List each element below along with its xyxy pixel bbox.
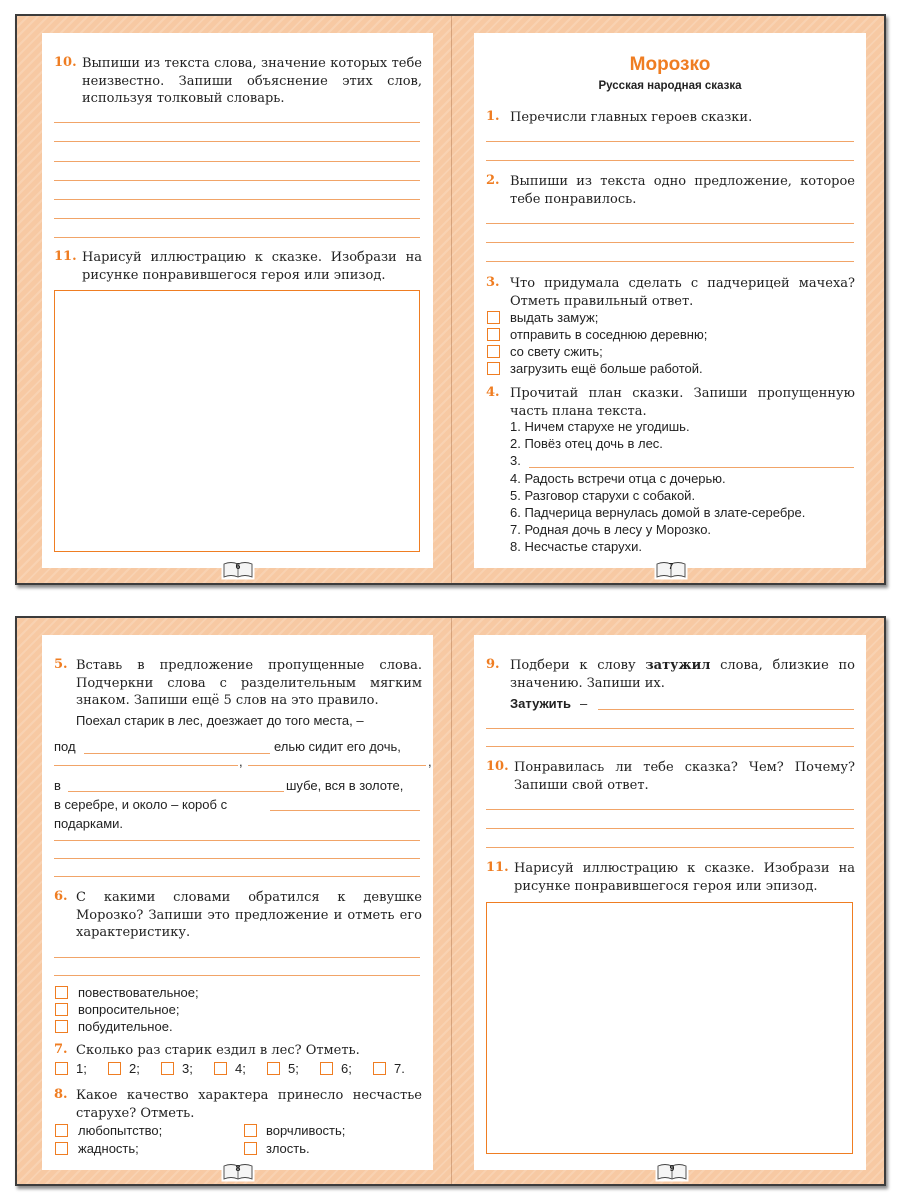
q8-option-checkbox[interactable] bbox=[55, 1124, 68, 1137]
q7-option-label: 3; bbox=[182, 1061, 193, 1076]
answer-line[interactable] bbox=[54, 237, 420, 238]
answer-line[interactable] bbox=[486, 847, 854, 848]
plan-item: 7. Родная дочь в лесу у Морозко. bbox=[510, 522, 712, 537]
q5-paragraph: Поехал старик в лес, доезжает до того места, – bbox=[76, 713, 364, 728]
q6-option-checkbox[interactable] bbox=[55, 1020, 68, 1033]
q11-number: 11. bbox=[54, 249, 77, 264]
q7-option-checkbox[interactable] bbox=[55, 1062, 68, 1075]
page-number-badge bbox=[654, 558, 688, 580]
q7-option-label: 5; bbox=[288, 1061, 299, 1076]
answer-line[interactable] bbox=[54, 199, 420, 200]
answer-line[interactable] bbox=[598, 709, 854, 710]
answer-line[interactable] bbox=[54, 858, 420, 859]
q2-text: Выпиши из текста одно предложение, которое тебе понравилось. bbox=[510, 174, 855, 207]
answer-line[interactable] bbox=[54, 141, 420, 142]
q8-option-label: любопытство; bbox=[78, 1123, 163, 1138]
q8-option-label: ворчливость; bbox=[266, 1123, 346, 1138]
q8-text: Какое качество характера принесло несчастье старухе? Отметь. bbox=[76, 1088, 422, 1121]
answer-line[interactable] bbox=[54, 161, 420, 162]
q7-text: Сколько раз старик ездил в лес? Отметь. bbox=[76, 1043, 360, 1058]
page-9 bbox=[474, 635, 866, 1173]
plan-item: 5. Разговор старухи с собакой. bbox=[510, 488, 696, 503]
plan-item: 8. Несчастье старухи. bbox=[510, 539, 642, 554]
q3-option-label: загрузить ещё больше работой. bbox=[510, 361, 703, 376]
plan-answer-line[interactable] bbox=[529, 467, 854, 468]
q8-option-checkbox[interactable] bbox=[55, 1142, 68, 1155]
q10-number: 10. bbox=[54, 55, 77, 70]
q9-text-part: слова, близкие по значению. Запиши их. bbox=[510, 658, 856, 691]
answer-line[interactable] bbox=[54, 876, 420, 877]
q3-option-label: со свету сжить; bbox=[510, 344, 603, 359]
answer-line[interactable] bbox=[486, 746, 854, 747]
page-number-badge bbox=[221, 1160, 255, 1182]
story-title: Морозко bbox=[629, 54, 711, 75]
answer-line[interactable] bbox=[54, 180, 420, 181]
q5-text-fragment: под bbox=[54, 739, 76, 754]
q3-number: 3. bbox=[486, 275, 500, 290]
top-spread bbox=[15, 14, 886, 585]
answer-line[interactable] bbox=[54, 957, 420, 958]
answer-line[interactable] bbox=[54, 840, 420, 841]
answer-line[interactable] bbox=[486, 728, 854, 729]
page-7 bbox=[474, 33, 866, 571]
answer-line[interactable] bbox=[486, 261, 854, 262]
q5-text-fragment: елью сидит его дочь, bbox=[274, 739, 401, 754]
page-number: 9 bbox=[669, 1163, 675, 1173]
q5-text: Вставь в предложение пропущенные слова. Подчеркни слова с разделительным мягким знаком. Запиши ещё 5 слов на это правило. bbox=[76, 658, 422, 708]
page-6 bbox=[42, 33, 433, 571]
spine bbox=[451, 16, 452, 583]
answer-line[interactable] bbox=[54, 218, 420, 219]
q5-text-fragment: в серебре, и около – короб с bbox=[54, 797, 228, 812]
q6-text: С какими словами обратился к девушке Морозко? Запиши это предложение и отметь его характеристику. bbox=[76, 890, 422, 940]
plan-item: 2. Повёз отец дочь в лес. bbox=[510, 436, 663, 451]
q7-option-label: 2; bbox=[129, 1061, 140, 1076]
q8-option-checkbox[interactable] bbox=[244, 1142, 257, 1155]
q9-text-part: Подбери к слову bbox=[510, 658, 646, 673]
plan-item: 1. Ничем старухе не угодишь. bbox=[510, 419, 690, 434]
answer-line[interactable] bbox=[486, 242, 854, 243]
q7-option-label: 7. bbox=[394, 1061, 405, 1076]
q3-option-checkbox[interactable] bbox=[487, 328, 500, 341]
q3-option-label: выдать замуж; bbox=[510, 310, 599, 325]
drawing-area[interactable] bbox=[486, 902, 853, 1154]
q8-option-label: злость. bbox=[266, 1141, 310, 1156]
q7-option-label: 4; bbox=[235, 1061, 246, 1076]
q6-option-label: повествовательное; bbox=[78, 985, 199, 1000]
q7-option-checkbox[interactable] bbox=[214, 1062, 227, 1075]
q3-option-checkbox[interactable] bbox=[487, 345, 500, 358]
plan-item: 3. bbox=[510, 453, 521, 468]
q5-text-fragment: в bbox=[54, 778, 61, 793]
q7-option-checkbox[interactable] bbox=[373, 1062, 386, 1075]
q4-number: 4. bbox=[486, 385, 500, 400]
q11-text: Нарисуй иллюстрацию к сказке. Изобрази на рисунке понравившегося героя или эпизод. bbox=[514, 861, 855, 894]
answer-line[interactable] bbox=[54, 122, 420, 123]
q7-option-checkbox[interactable] bbox=[108, 1062, 121, 1075]
q10-number: 10. bbox=[486, 759, 509, 774]
answer-line[interactable] bbox=[54, 975, 420, 976]
q6-option-checkbox[interactable] bbox=[55, 986, 68, 999]
q5-number: 5. bbox=[54, 657, 68, 672]
answer-line[interactable] bbox=[486, 223, 854, 224]
q10-text: Выпиши из текста слова, значение которых тебе неизвестно. Запиши объяснение этих слов, используя толковый словарь. bbox=[82, 56, 422, 106]
q7-option-label: 6; bbox=[341, 1061, 352, 1076]
q1-text: Перечисли главных героев сказки. bbox=[510, 110, 753, 125]
page-number: 6 bbox=[235, 561, 241, 571]
q3-option-checkbox[interactable] bbox=[487, 311, 500, 324]
q3-option-checkbox[interactable] bbox=[487, 362, 500, 375]
q3-text: Что придумала сделать с падчерицей мачеха? Отметь правильный ответ. bbox=[510, 276, 855, 309]
answer-line[interactable] bbox=[486, 141, 854, 142]
plan-item: 4. Радость встречи отца с дочерью. bbox=[510, 471, 726, 486]
q8-number: 8. bbox=[54, 1087, 68, 1102]
page-number-badge bbox=[221, 558, 255, 580]
q9-number: 9. bbox=[486, 657, 500, 672]
q7-option-checkbox[interactable] bbox=[320, 1062, 333, 1075]
q9-answer-label: Затужить bbox=[510, 696, 572, 711]
q10-text: Понравилась ли тебе сказка? Чем? Почему? Запиши свой ответ. bbox=[514, 760, 855, 793]
answer-line[interactable] bbox=[486, 160, 854, 161]
q6-option-label: вопросительное; bbox=[78, 1002, 180, 1017]
q1-number: 1. bbox=[486, 109, 500, 124]
fill-in-line[interactable] bbox=[68, 791, 284, 792]
q6-number: 6. bbox=[54, 889, 68, 904]
fill-in-line[interactable] bbox=[54, 765, 238, 766]
answer-line[interactable] bbox=[486, 809, 854, 810]
q9-keyword: затужил bbox=[645, 658, 711, 673]
q5-text-fragment: подарками. bbox=[54, 816, 124, 831]
q8-option-checkbox[interactable] bbox=[244, 1124, 257, 1137]
q5-comma: , bbox=[239, 754, 243, 769]
page-number: 7 bbox=[668, 561, 674, 571]
story-subtitle: Русская народная сказка bbox=[598, 80, 742, 92]
q9-dash: – bbox=[580, 696, 588, 711]
q9-text bbox=[510, 657, 855, 692]
spine bbox=[451, 618, 452, 1184]
q6-option-label: побудительное. bbox=[78, 1019, 173, 1034]
q7-option-checkbox[interactable] bbox=[161, 1062, 174, 1075]
page-number: 8 bbox=[235, 1163, 241, 1173]
drawing-area[interactable] bbox=[54, 290, 420, 552]
plan-item: 6. Падчерица вернулась домой в злате-серебре. bbox=[510, 505, 806, 520]
q5-text-fragment: шубе, вся в золоте, bbox=[286, 778, 404, 793]
q5-comma: , bbox=[428, 754, 432, 769]
q6-option-checkbox[interactable] bbox=[55, 1003, 68, 1016]
q7-option-label: 1; bbox=[76, 1061, 87, 1076]
q7-number: 7. bbox=[54, 1042, 68, 1057]
q3-option-label: отправить в соседнюю деревню; bbox=[510, 327, 708, 342]
q7-option-checkbox[interactable] bbox=[267, 1062, 280, 1075]
page-8 bbox=[42, 635, 433, 1173]
fill-in-line[interactable] bbox=[248, 765, 426, 766]
q11-number: 11. bbox=[486, 860, 509, 875]
answer-line[interactable] bbox=[486, 828, 854, 829]
q8-option-label: жадность; bbox=[78, 1141, 139, 1156]
page-number-badge bbox=[655, 1160, 689, 1182]
fill-in-line[interactable] bbox=[270, 810, 420, 811]
q4-text: Прочитай план сказки. Запиши пропущенную часть плана текста. bbox=[510, 386, 855, 419]
q2-number: 2. bbox=[486, 173, 500, 188]
bottom-spread bbox=[15, 616, 886, 1186]
q11-text: Нарисуй иллюстрацию к сказке. Изобрази на рисунке понравившегося героя или эпизод. bbox=[82, 250, 422, 283]
